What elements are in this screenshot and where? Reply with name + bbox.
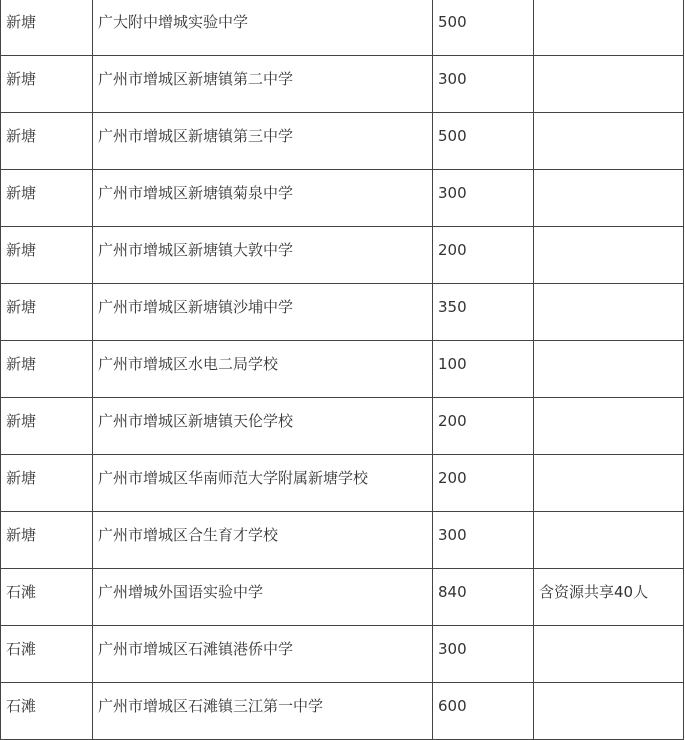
table-row (1, 170, 684, 227)
note-cell-text (539, 284, 683, 297)
quota-cell (433, 512, 534, 569)
quota-cell (433, 227, 534, 284)
school-name-cell-text: 广州市增城区水电二局学校 (98, 355, 279, 373)
area-cell (1, 284, 93, 341)
area-cell-text: 新塘 (6, 13, 37, 31)
area-cell (1, 455, 93, 512)
area-cell (1, 569, 93, 626)
school-name-cell (93, 56, 433, 113)
school-name-cell-text: 广州市增城区新塘镇天伦学校 (98, 412, 294, 430)
area-cell-text: 新塘 (6, 70, 37, 88)
note-cell-text (539, 170, 683, 183)
school-name-cell-text: 广州市增城区新塘镇沙埔中学 (98, 298, 294, 316)
quota-cell (433, 0, 534, 56)
table-row (1, 341, 684, 398)
area-cell (1, 113, 93, 170)
quota-cell (433, 683, 534, 740)
table-row (1, 113, 684, 170)
note-cell-text (539, 455, 683, 468)
school-name-cell-text: 广州市增城区新塘镇大敦中学 (98, 241, 294, 259)
quota-cell (433, 626, 534, 683)
school-name-cell (93, 626, 433, 683)
note-cell-text (539, 0, 683, 12)
note-cell (534, 227, 684, 284)
area-cell (1, 683, 93, 740)
quota-cell-text: 300 (438, 526, 467, 544)
quota-cell (433, 56, 534, 113)
note-cell (534, 0, 684, 56)
note-cell (534, 455, 684, 512)
school-name-cell-text: 广州市增城区华南师范大学附属新塘学校 (98, 469, 369, 487)
school-name-cell (93, 227, 433, 284)
quota-cell (433, 341, 534, 398)
note-cell-text (539, 341, 683, 354)
note-cell (534, 284, 684, 341)
note-cell-text (539, 398, 683, 411)
table-row (1, 626, 684, 683)
area-cell (1, 170, 93, 227)
quota-cell (433, 113, 534, 170)
note-cell (534, 569, 684, 626)
area-cell-text: 新塘 (6, 412, 37, 430)
note-cell-text (539, 512, 683, 525)
area-cell (1, 56, 93, 113)
quota-cell-text: 100 (438, 355, 467, 373)
quota-cell-text: 350 (438, 298, 467, 316)
note-cell (534, 626, 684, 683)
school-name-cell-text: 广州市增城区石滩镇港侨中学 (98, 640, 294, 658)
quota-cell-text: 300 (438, 70, 467, 88)
school-name-cell-text: 广州增城外国语实验中学 (98, 583, 264, 601)
area-cell-text: 石滩 (6, 697, 37, 715)
quota-cell-text: 300 (438, 184, 467, 202)
school-name-cell (93, 398, 433, 455)
school-name-cell (93, 569, 433, 626)
area-cell-text: 石滩 (6, 583, 37, 601)
school-name-cell-text: 广州市增城区石滩镇三江第一中学 (98, 697, 324, 715)
note-cell (534, 512, 684, 569)
table-row (1, 512, 684, 569)
area-cell (1, 398, 93, 455)
school-name-cell (93, 683, 433, 740)
area-cell-text: 新塘 (6, 127, 37, 145)
quota-cell-text: 500 (438, 127, 467, 145)
note-cell (534, 113, 684, 170)
school-name-cell (93, 455, 433, 512)
quota-cell-text: 840 (438, 583, 467, 601)
area-cell (1, 0, 93, 56)
quota-cell-text: 300 (438, 640, 467, 658)
school-name-cell (93, 0, 433, 56)
note-cell (534, 170, 684, 227)
quota-cell-text: 200 (438, 412, 467, 430)
school-name-cell-text: 广州市增城区合生育才学校 (98, 526, 279, 544)
quota-cell-text: 200 (438, 469, 467, 487)
table-row (1, 683, 684, 740)
note-cell (534, 683, 684, 740)
quota-cell (433, 170, 534, 227)
area-cell-text: 新塘 (6, 526, 37, 544)
table-row (1, 455, 684, 512)
quota-cell-text: 200 (438, 241, 467, 259)
area-cell-text: 新塘 (6, 298, 37, 316)
area-cell-text: 新塘 (6, 355, 37, 373)
note-cell-text (539, 113, 683, 126)
table-row (1, 398, 684, 455)
quota-cell (433, 455, 534, 512)
school-name-cell (93, 341, 433, 398)
note-cell (534, 56, 684, 113)
school-name-cell (93, 113, 433, 170)
school-name-cell-text: 广州市增城区新塘镇第二中学 (98, 70, 294, 88)
note-cell-text (539, 683, 683, 696)
table-row (1, 569, 684, 626)
area-cell-text: 石滩 (6, 640, 37, 658)
table-row (1, 0, 684, 56)
note-cell-text (539, 626, 683, 639)
table-row (1, 284, 684, 341)
area-cell-text: 新塘 (6, 184, 37, 202)
note-cell-text (539, 56, 683, 69)
note-cell (534, 341, 684, 398)
school-name-cell-text: 广大附中增城实验中学 (98, 13, 249, 31)
table-row (1, 56, 684, 113)
quota-cell-text: 500 (438, 13, 467, 31)
table-body (1, 0, 684, 740)
school-name-cell (93, 512, 433, 569)
school-name-cell-text: 广州市增城区新塘镇菊泉中学 (98, 184, 294, 202)
school-name-cell (93, 284, 433, 341)
area-cell-text: 新塘 (6, 469, 37, 487)
school-name-cell-text: 广州市增城区新塘镇第三中学 (98, 127, 294, 145)
area-cell-text: 新塘 (6, 241, 37, 259)
quota-cell-text: 600 (438, 697, 467, 715)
area-cell (1, 227, 93, 284)
note-cell (534, 398, 684, 455)
area-cell (1, 626, 93, 683)
table-row (1, 227, 684, 284)
quota-cell (433, 284, 534, 341)
quota-cell (433, 569, 534, 626)
area-cell (1, 512, 93, 569)
note-cell-text (539, 227, 683, 240)
note-cell-text: 含资源共享40人 (539, 583, 649, 601)
school-name-cell (93, 170, 433, 227)
area-cell (1, 341, 93, 398)
quota-cell (433, 398, 534, 455)
